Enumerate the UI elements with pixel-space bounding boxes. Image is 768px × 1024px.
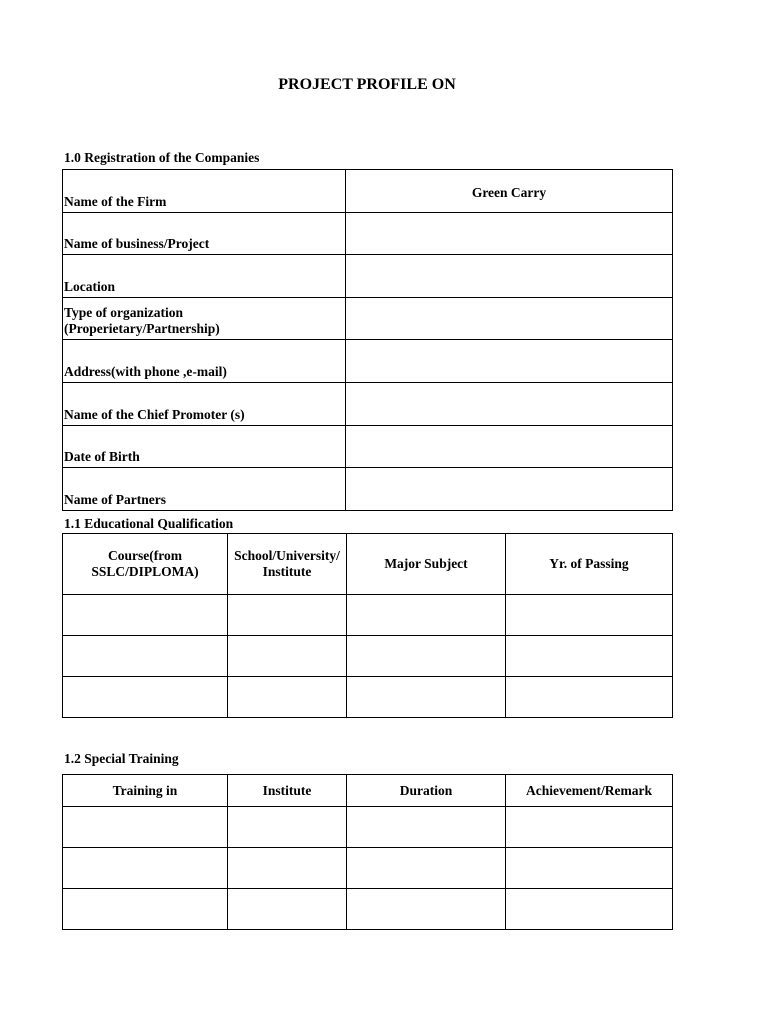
table-cell[interactable] <box>347 848 506 889</box>
table-cell[interactable] <box>228 677 347 718</box>
organization-type-label <box>63 297 346 340</box>
organization-type-line1: Type of organization <box>64 305 183 321</box>
education-table <box>62 533 673 718</box>
table-row <box>63 382 673 425</box>
location-value[interactable] <box>346 255 673 298</box>
table-cell[interactable] <box>506 807 673 848</box>
table-cell[interactable] <box>506 595 673 636</box>
table-row <box>63 170 673 213</box>
table-cell[interactable] <box>506 889 673 930</box>
partners-label: Name of Partners <box>63 468 346 511</box>
training-in-header: Training in <box>63 775 228 807</box>
table-cell[interactable] <box>63 595 228 636</box>
table-cell[interactable] <box>506 848 673 889</box>
table-cell[interactable] <box>228 807 347 848</box>
organization-type-value[interactable] <box>346 297 673 340</box>
education-heading: 1.1 Educational Qualification <box>64 516 234 531</box>
table-row <box>63 677 673 718</box>
table-cell[interactable] <box>228 595 347 636</box>
table-cell[interactable] <box>347 807 506 848</box>
location-label: Location <box>63 255 346 298</box>
training-table <box>62 774 673 930</box>
table-cell[interactable] <box>63 889 228 930</box>
partners-value[interactable] <box>346 468 673 511</box>
institute-header: Institute <box>228 775 347 807</box>
year-of-passing-header: Yr. of Passing <box>506 534 673 595</box>
table-cell[interactable] <box>228 889 347 930</box>
table-row <box>63 340 673 383</box>
course-header <box>63 534 228 595</box>
table-cell[interactable] <box>228 848 347 889</box>
chief-promoter-value[interactable] <box>346 382 673 425</box>
business-project-value[interactable] <box>346 212 673 255</box>
course-header-line2: SSLC/DIPLOMA) <box>91 564 199 579</box>
table-cell[interactable] <box>506 636 673 677</box>
table-cell[interactable] <box>347 636 506 677</box>
table-row <box>63 595 673 636</box>
table-cell[interactable] <box>63 636 228 677</box>
table-row <box>63 889 673 930</box>
registration-table <box>62 169 673 511</box>
course-header-line1: Course(from <box>108 548 182 563</box>
institute-header <box>228 534 347 595</box>
table-cell[interactable] <box>63 807 228 848</box>
duration-header: Duration <box>347 775 506 807</box>
address-label: Address(with phone ,e-mail) <box>63 340 346 383</box>
table-cell[interactable] <box>228 636 347 677</box>
training-heading: 1.2 Special Training <box>64 751 179 766</box>
table-cell[interactable] <box>63 848 228 889</box>
chief-promoter-label: Name of the Chief Promoter (s) <box>63 382 346 425</box>
date-of-birth-value[interactable] <box>346 425 673 468</box>
table-cell[interactable] <box>506 677 673 718</box>
table-row <box>63 297 673 340</box>
achievement-remark-header: Achievement/Remark <box>506 775 673 807</box>
table-cell[interactable] <box>63 677 228 718</box>
date-of-birth-label: Date of Birth <box>63 425 346 468</box>
table-row <box>63 212 673 255</box>
table-row <box>63 848 673 889</box>
table-row <box>63 255 673 298</box>
table-header-row <box>63 775 673 807</box>
organization-type-line2: (Properietary/Partnership) <box>64 321 220 337</box>
table-row <box>63 807 673 848</box>
table-row <box>63 425 673 468</box>
institute-header-line1: School/University/ <box>234 548 340 563</box>
table-row <box>63 468 673 511</box>
business-project-label: Name of business/Project <box>63 212 346 255</box>
registration-heading: 1.0 Registration of the Companies <box>64 150 260 165</box>
table-cell[interactable] <box>347 595 506 636</box>
address-value[interactable] <box>346 340 673 383</box>
firm-name-value[interactable]: Green Carry <box>346 170 673 213</box>
page-title: PROJECT PROFILE ON <box>278 76 456 93</box>
table-header-row <box>63 534 673 595</box>
table-cell[interactable] <box>347 677 506 718</box>
firm-name-label: Name of the Firm <box>63 170 346 213</box>
major-subject-header: Major Subject <box>347 534 506 595</box>
institute-header-line2: Institute <box>262 564 312 579</box>
table-cell[interactable] <box>347 889 506 930</box>
table-row <box>63 636 673 677</box>
